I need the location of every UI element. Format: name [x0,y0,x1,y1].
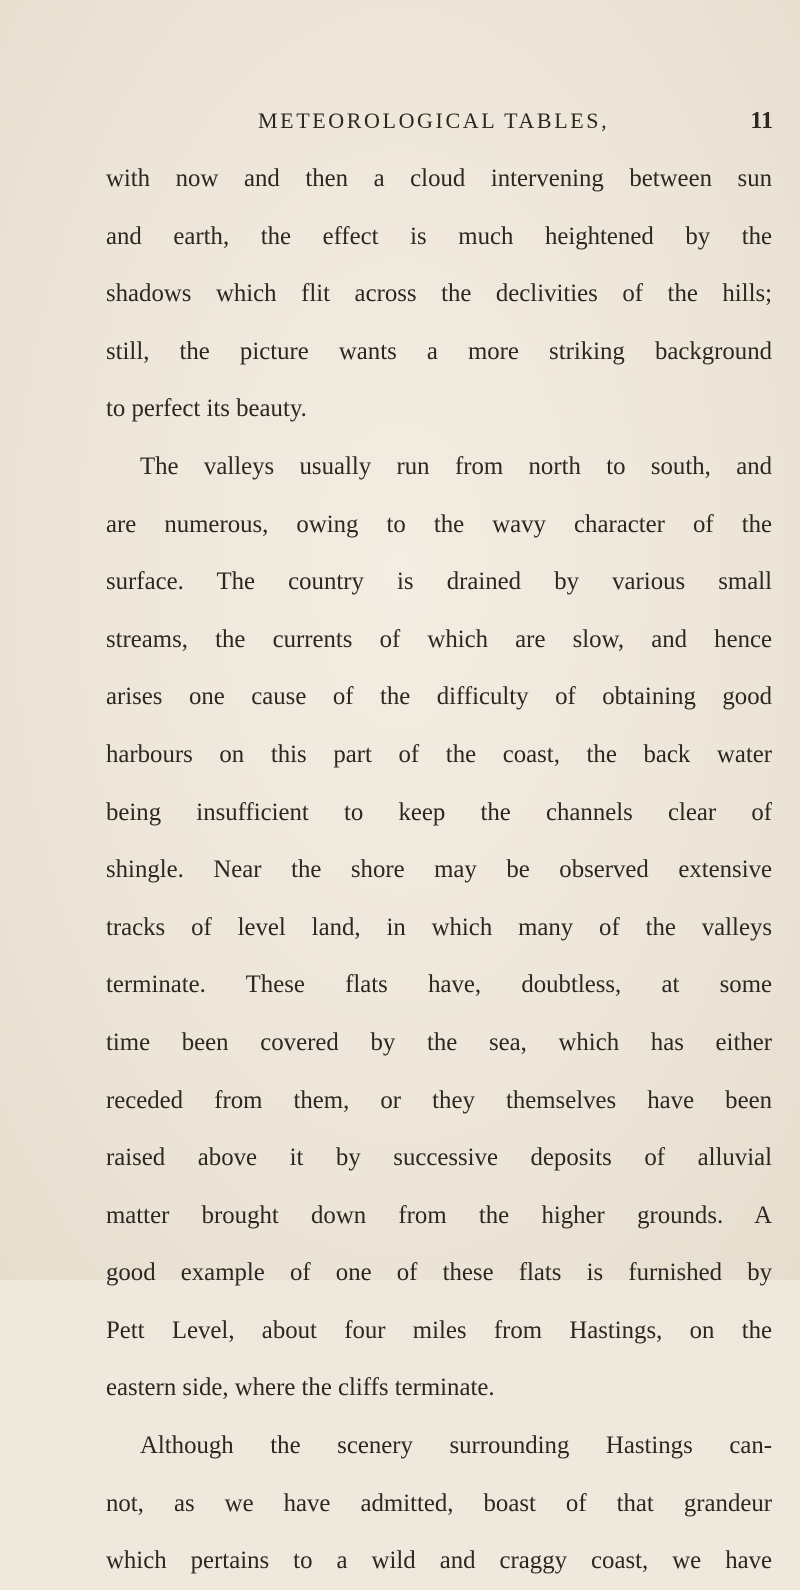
paragraph-start-line: The valleys usually run from north to south, and [140,452,772,480]
text-line: shingle. Near the shore may be observed extensive [106,856,772,884]
text-line: matter brought down from the higher grounds. A [106,1201,772,1229]
page-number: 11 [750,108,773,134]
text-line: shadows which flit across the declivities of the hills; [106,280,772,308]
paragraph-start-line: Although the scenery surrounding Hastings can- [140,1432,772,1460]
text-line: which pertains to a wild and craggy coast, we have [106,1547,772,1575]
text-line: time been covered by the sea, which has either [106,1028,772,1056]
text-line: and earth, the effect is much heightened by the [106,222,772,250]
text-line: harbours on this part of the coast, the back water [106,740,772,768]
text-line: good example of one of these flats is furnished by [106,1259,772,1287]
text-line: arises one cause of the difficulty of obtaining good [106,683,772,711]
text-line: being insufficient to keep the channels clear of [106,798,772,826]
text-line: not, as we have admitted, boast of that grandeur [106,1489,772,1517]
text-line: with now and then a cloud intervening between sun [106,165,772,192]
text-line: streams, the currents of which are slow, and hence [106,625,772,653]
text-line: terminate. These flats have, doubtless, at some [106,971,772,999]
text-line: tracks of level land, in which many of the valleys [106,913,772,941]
running-head: METEOROLOGICAL TABLES, [258,108,610,133]
text-line: raised above it by successive deposits of alluvial [106,1144,772,1172]
text-line: Pett Level, about four miles from Hastings, on the [106,1316,772,1344]
text-line: receded from them, or they themselves have been [106,1086,772,1114]
text-line: surface. The country is drained by various small [106,568,772,596]
text-line: to perfect its beauty. [106,395,307,423]
text-line: eastern side, where the cliffs terminate. [106,1374,495,1402]
text-line: are numerous, owing to the wavy character of the [106,510,772,538]
body-text [106,150,772,1575]
text-line: still, the picture wants a more striking background [106,337,772,365]
